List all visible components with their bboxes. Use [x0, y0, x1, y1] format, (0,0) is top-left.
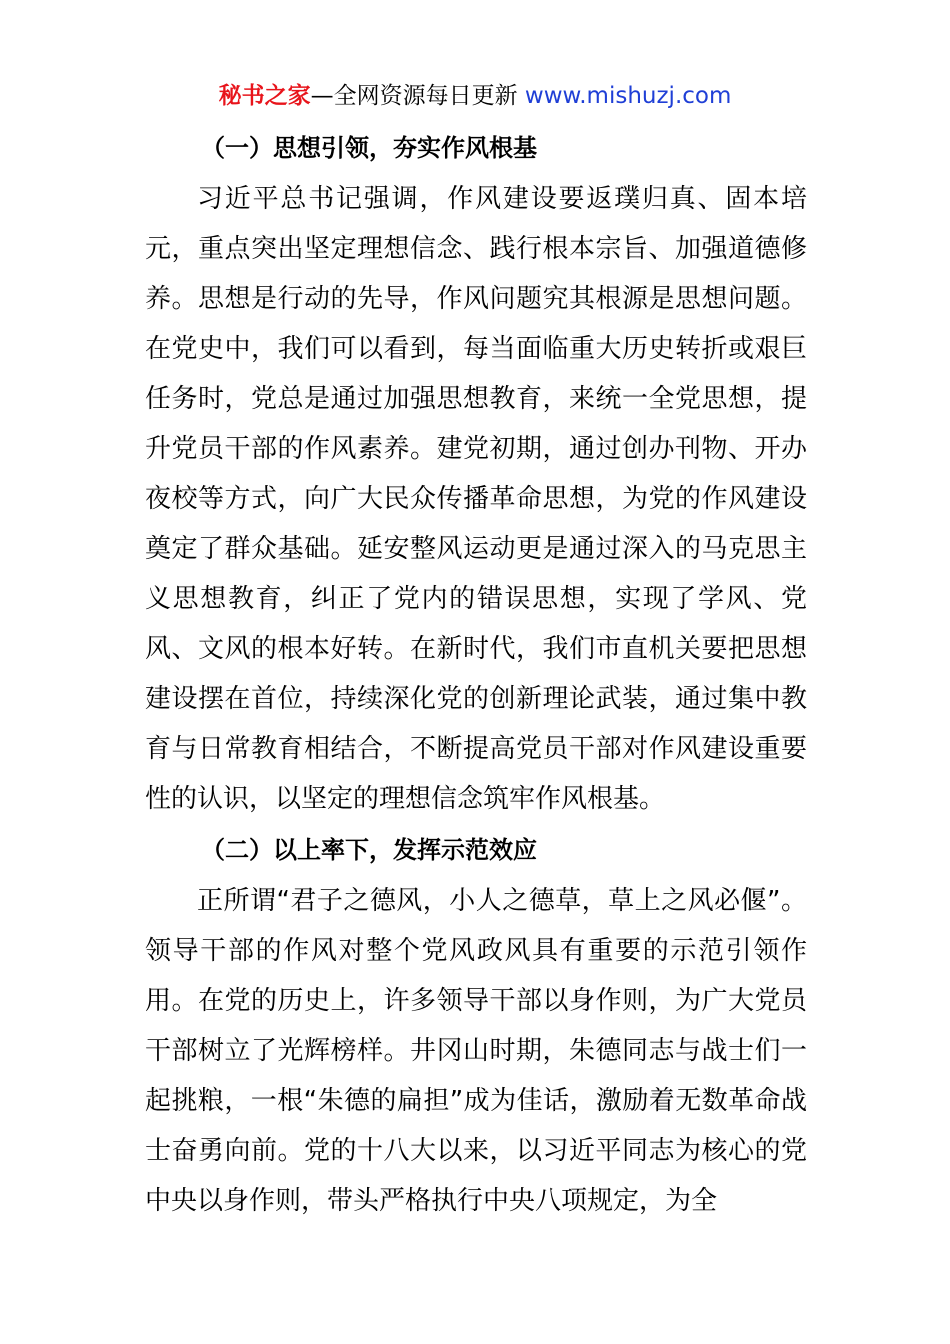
- document-body: [145, 128, 807, 1232]
- section-paragraph-2: 正所谓“君子之德风，小人之德草，草上之风必偃”。领导干部的作风对整个党风政风具有重要的示范引领作用。在党的历史上，许多领导干部以身作则，为广大党员干部树立了光辉榜样。井冈山时期，朱德同志与战士们一起挑粮，一根“朱德的扁担”成为佳话，激励着无数革命战士奋勇向前。党的十八大以来，以习近平同志为核心的党中央以身作则，带头严格执行中央八项规定，为全: [145, 886, 807, 1216]
- brand-name: 秘书之家: [218, 83, 311, 109]
- section-heading-2: （二）以上率下，发挥示范效应: [201, 836, 537, 864]
- section-heading-1: （一）思想引领，夯实作风根基: [201, 134, 537, 162]
- page-header: [0, 80, 950, 112]
- header-slogan: —全网资源每日更新: [310, 83, 525, 109]
- header-url[interactable]: www.mishuzj.com: [524, 83, 732, 109]
- section-paragraph-1: 习近平总书记强调，作风建设要返璞归真、固本培元，重点突出坚定理想信念、践行根本宗旨、加强道德修养。思想是行动的先导，作风问题究其根源是思想问题。在党史中，我们可以看到，每当面临重大历史转折或艰巨任务时，党总是通过加强思想教育，来统一全党思想，提升党员干部的作风素养。建党初期，通过创办刊物、开办夜校等方式，向广大民众传播革命思想，为党的作风建设奠定了群众基础。延安整风运动更是通过深入的马克思主义思想教育，纠正了党内的错误思想，实现了学风、党风、文风的根本好转。在新时代，我们市直机关要把思想建设摆在首位，持续深化党的创新理论武装，通过集中教育与日常教育相结合，不断提高党员干部对作风建设重要性的认识，以坚定的理想信念筑牢作风根基。: [145, 184, 807, 814]
